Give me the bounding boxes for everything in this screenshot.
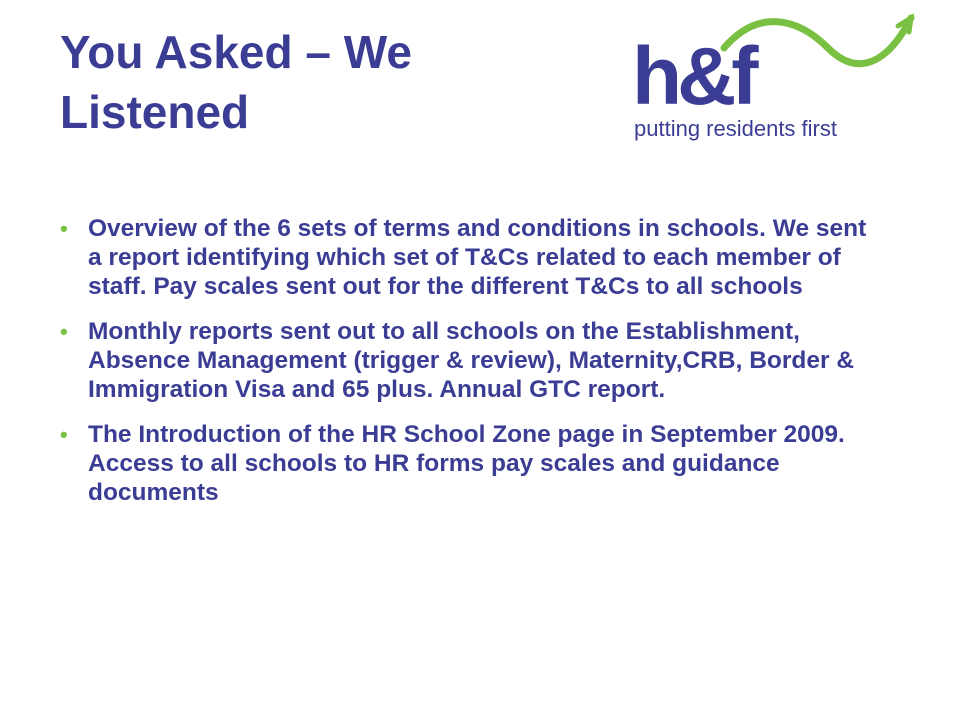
bullet-text: The Introduction of the HR School Zone page in September 2009. Access to all schools to HR forms pay scales and guidance documents xyxy=(88,421,845,506)
bullet-item xyxy=(60,317,880,404)
bullet-text: Overview of the 6 sets of terms and conditions in schools. We sent a report identifying which set of T&Cs related to each member of staff. Pay scales sent out for the different T&Cs to all schools xyxy=(88,215,867,300)
bullet-item xyxy=(60,214,880,301)
slide-title-line-2: Listened xyxy=(60,86,250,138)
bullet-item xyxy=(60,420,880,507)
logo-mark: h&f xyxy=(632,31,754,122)
bullet-dot-icon: • xyxy=(60,422,68,447)
hf-logo-graphic xyxy=(628,8,928,148)
bullet-text: Monthly reports sent out to all schools on the Establishment, Absence Management (trigger & review), Maternity,CRB, Border & Immigration Visa and 65 plus. Annual GTC report. xyxy=(88,318,855,403)
bullet-dot-icon: • xyxy=(60,216,68,241)
slide-title-line-1: You Asked – We xyxy=(60,26,412,78)
hf-logo xyxy=(628,8,928,148)
bullet-list xyxy=(60,214,880,523)
bullet-dot-icon: • xyxy=(60,319,68,344)
slide-title xyxy=(60,22,580,142)
logo-tagline: putting residents first xyxy=(634,116,837,141)
